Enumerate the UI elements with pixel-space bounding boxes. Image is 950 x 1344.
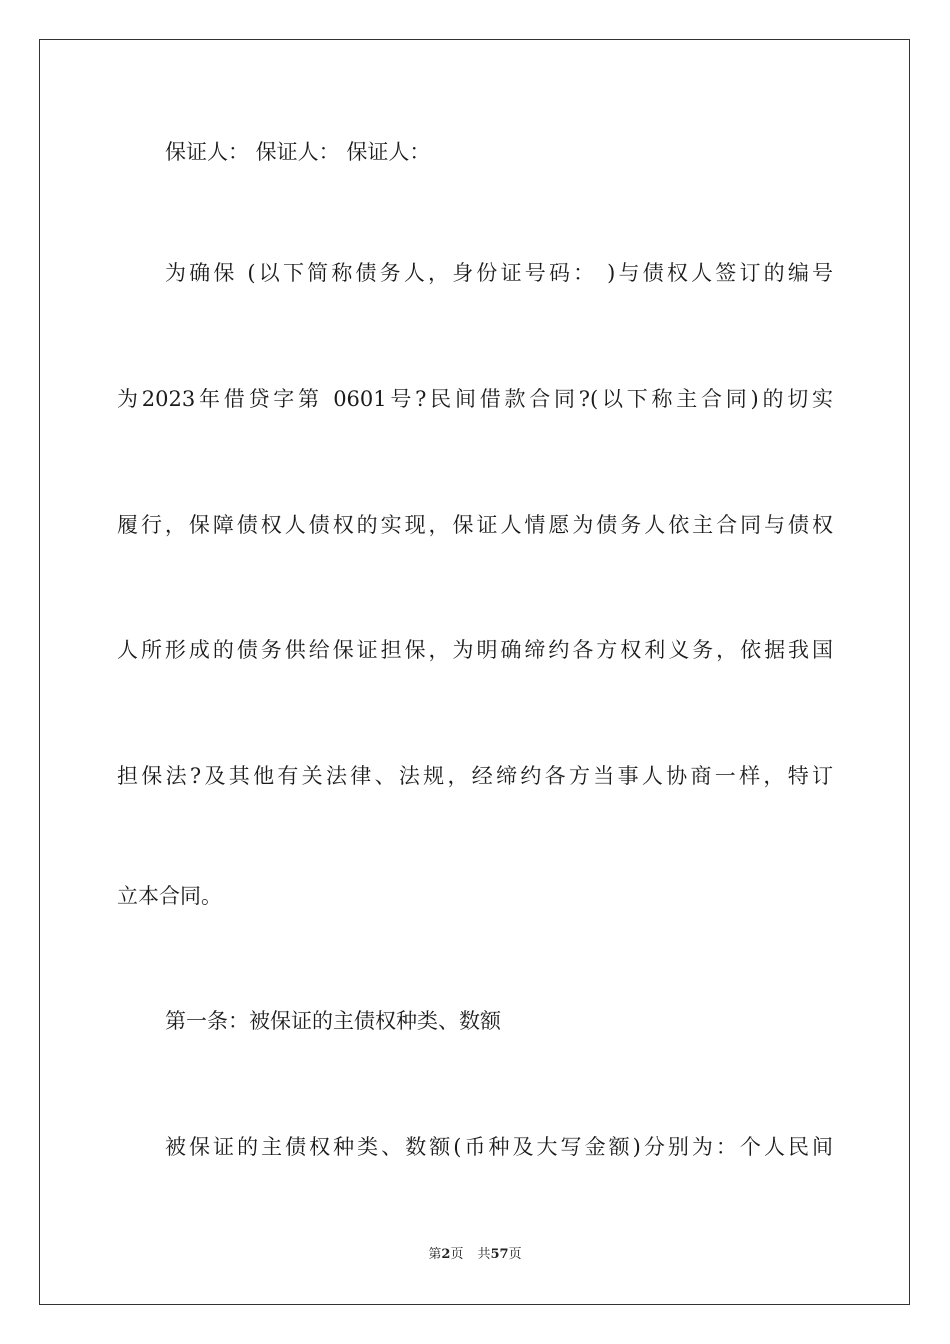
paragraph-line: 为确保 (以下简称债务人，身份证号码： )与债权人签订的编号	[165, 261, 833, 285]
page-suffix: 页	[450, 1247, 464, 1262]
page-footer	[0, 1246, 950, 1264]
page-number: 2	[441, 1247, 451, 1262]
page-prefix: 第	[428, 1247, 442, 1262]
paragraph-line: 人所形成的债务供给保证担保，为明确缔约各方权利义务，依据我国	[117, 638, 833, 662]
total-pages: 57	[490, 1247, 509, 1262]
guarantor-line: 保证人： 保证人： 保证人：	[165, 140, 431, 164]
paragraph-line: 立本合同。	[117, 884, 222, 908]
page-border	[39, 39, 910, 1305]
paragraph-line: 履行，保障债权人债权的实现，保证人情愿为债务人依主合同与债权	[117, 513, 833, 537]
article-heading: 第一条：被保证的主债权种类、数额	[165, 1009, 501, 1033]
article-body-line: 被保证的主债权种类、数额(币种及大写金额)分别为：个人民间	[165, 1135, 833, 1159]
paragraph-line: 为2023年借贷字第 0601号?民间借款合同?(以下称主合同)的切实	[117, 387, 833, 411]
total-prefix: 共	[477, 1247, 491, 1262]
total-suffix: 页	[508, 1247, 522, 1262]
paragraph-line: 担保法?及其他有关法律、法规，经缔约各方当事人协商一样，特订	[117, 764, 833, 788]
